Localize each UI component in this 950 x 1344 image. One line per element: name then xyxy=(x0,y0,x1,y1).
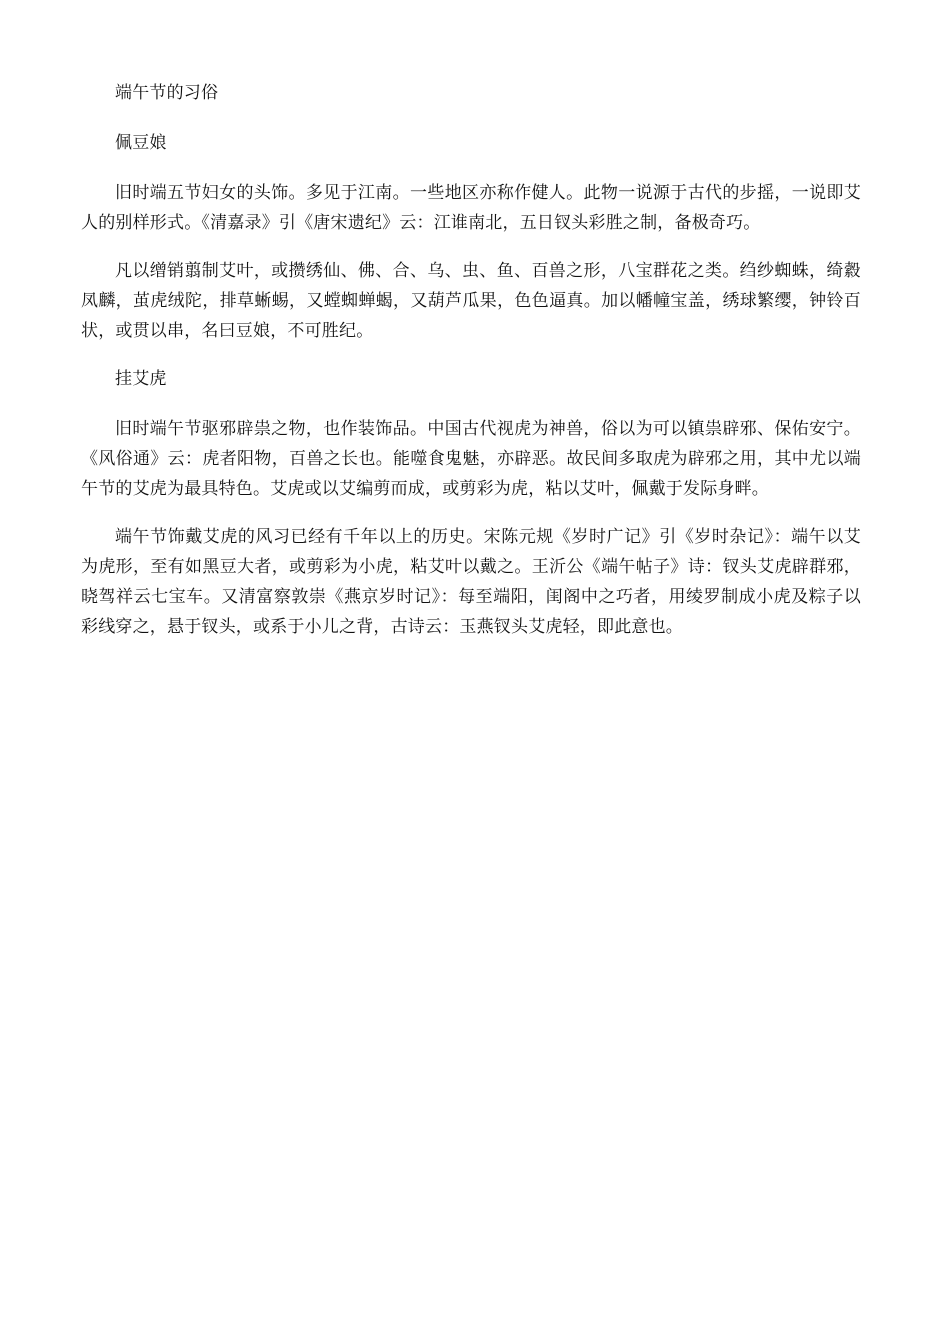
section-heading-gua-ai-hu: 挂艾虎 xyxy=(115,369,167,389)
paragraph: 凡以缯销翦制艾叶，或攒绣仙、佛、合、乌、虫、鱼、百兽之形，八宝群花之类。绉纱蜘蛛，绮縠凤麟，茧虎绒陀，排草蜥蜴，又螳蜘蝉蝎，又葫芦瓜果，色色逼真。加以幡幢宝盖，绣球繁缨，钟铃百状，或贯以串，名曰豆娘，不可胜纪。 xyxy=(81,261,861,341)
paragraph: 旧时端午节驱邪辟祟之物，也作装饰品。中国古代视虎为神兽，俗以为可以镇祟辟邪、保佑安宁。《风俗通》云：虎者阳物，百兽之长也。能噬食鬼魅，亦辟恶。故民间多取虎为辟邪之用，其中尤以端午节的艾虎为最具特色。艾虎或以艾编剪而成，或剪彩为虎，粘以艾叶，佩戴于发际身畔。 xyxy=(81,419,861,499)
document-body xyxy=(81,78,861,660)
paragraph: 旧时端五节妇女的头饰。多见于江南。一些地区亦称作健人。此物一说源于古代的步摇，一说即艾人的别样形式。《清嘉录》引《唐宋遗纪》云：江谁南北，五日钗头彩胜之制，备极奇巧。 xyxy=(81,183,861,233)
paragraph: 端午节饰戴艾虎的风习已经有千年以上的历史。宋陈元规《岁时广记》引《岁时杂记》：端午以艾为虎形，至有如黑豆大者，或剪彩为小虎，粘艾叶以戴之。王沂公《端午帖子》诗：钗头艾虎辟群邪，晓驾祥云七宝车。又清富察敦崇《燕京岁时记》：每至端阳，闺阁中之巧者，用绫罗制成小虎及粽子以彩线穿之，悬于钗头，或系于小儿之背，古诗云：玉燕钗头艾虎轻，即此意也。 xyxy=(81,527,861,637)
section-heading-pei-dou-niang: 佩豆娘 xyxy=(115,133,167,153)
document-title: 端午节的习俗 xyxy=(115,83,219,103)
